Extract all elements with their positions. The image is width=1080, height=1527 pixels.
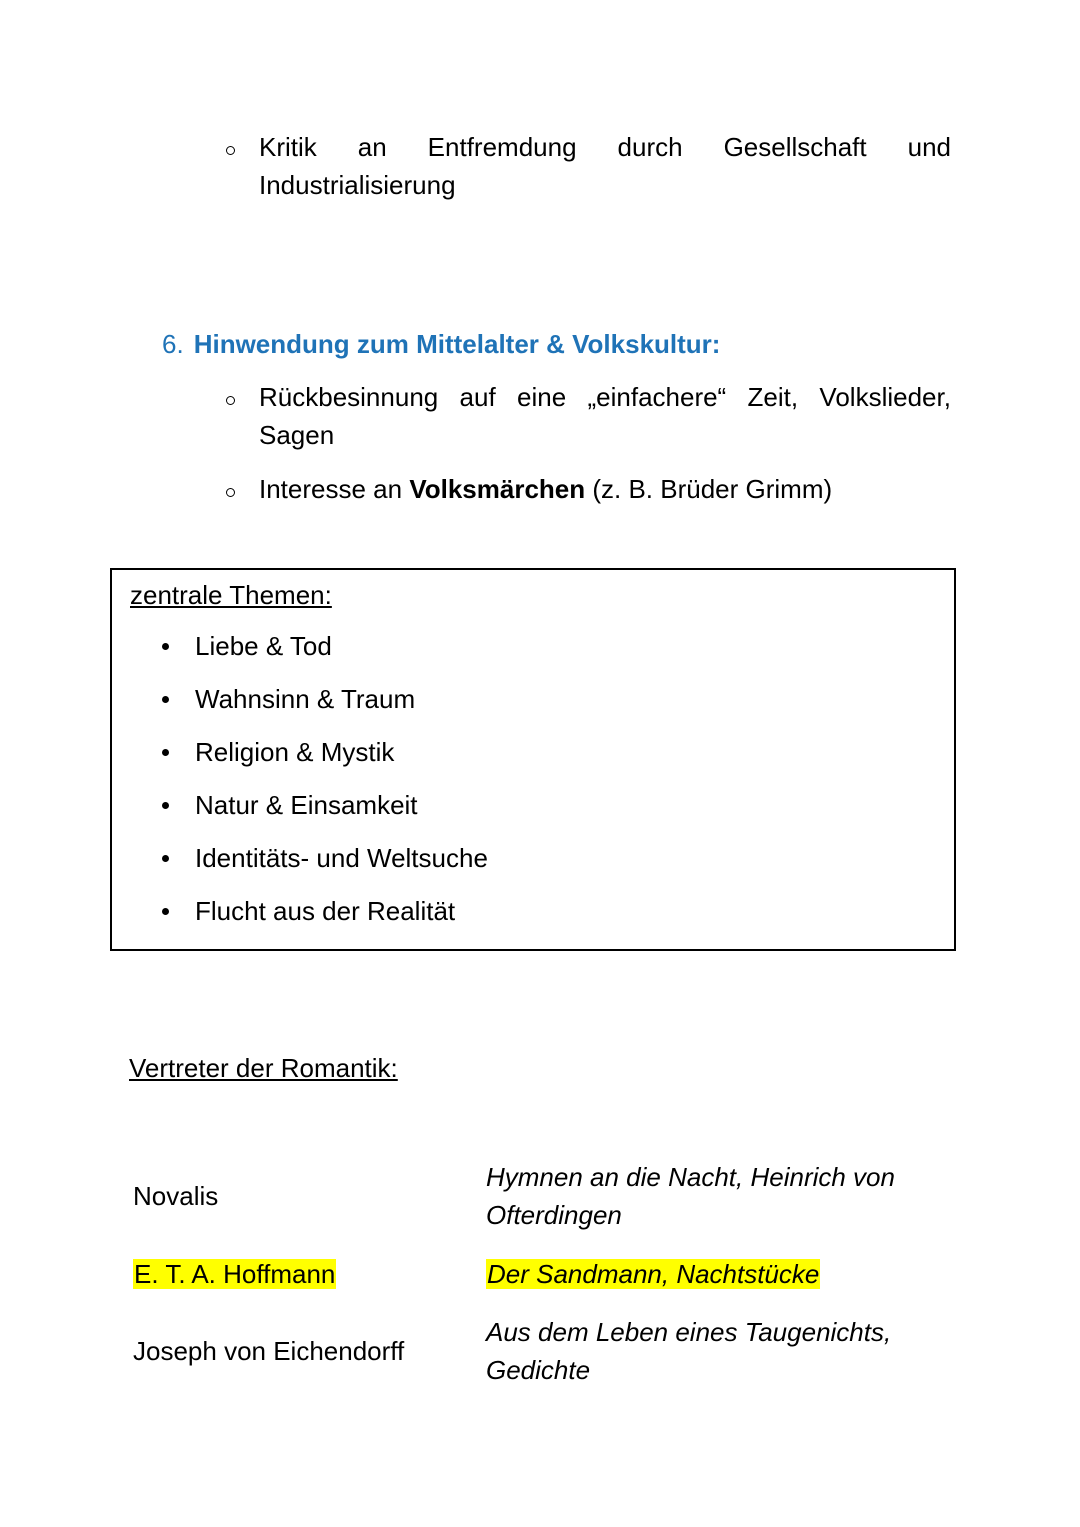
critique-item [259, 128, 951, 204]
volksmaerchen-bold: Volksmärchen [409, 474, 586, 504]
themes-box-title: zentrale Themen: [130, 580, 332, 610]
theme-item: Natur & Einsamkeit [112, 787, 954, 823]
critique-line2: Industrialisierung [259, 170, 456, 200]
highlighted-author: E. T. A. Hoffmann [134, 1259, 336, 1289]
work-novalis: Hymnen an die Nacht, Heinrich von Ofterdingen [486, 1162, 895, 1230]
bullet-icon [162, 908, 169, 915]
section-title: Hinwendung zum Mittelalter & Volkskultur: [193, 329, 721, 359]
bullet-icon [162, 749, 169, 756]
theme-item: Identitäts- und Weltsuche [112, 840, 954, 876]
author-novalis: Novalis [133, 1181, 219, 1211]
work-hoffmann [486, 1255, 926, 1293]
section-6-item-2: Interesse an Volksmärchen (z. B. Brüder Grimm) [259, 474, 833, 504]
bullet-icon [162, 643, 169, 650]
section-number: 6. [162, 329, 184, 359]
section-6-heading [162, 326, 720, 362]
critique-line1: Kritik an Entfremdung durch Gesellschaft und [259, 132, 952, 162]
theme-item: Religion & Mystik [112, 734, 954, 770]
author-hoffmann [133, 1256, 336, 1292]
circle-bullet-icon [226, 146, 235, 155]
item-1-line1: Rückbesinnung auf eine „einfachere“ Zeit, Volkslieder, [259, 382, 951, 412]
theme-item: Flucht aus der Realität [112, 893, 954, 929]
bullet-icon [162, 855, 169, 862]
circle-bullet-icon [226, 396, 235, 405]
circle-bullet-icon [226, 488, 235, 497]
theme-item: Liebe & Tod [112, 628, 954, 664]
work-eichendorff: Aus dem Leben eines Taugenichts, Gedichte [486, 1317, 892, 1385]
theme-item: Wahnsinn & Traum [112, 681, 954, 717]
bullet-icon [162, 802, 169, 809]
section-6-item-1 [259, 378, 951, 454]
highlighted-work: Der Sandmann, Nachtstücke [487, 1259, 820, 1289]
representatives-title: Vertreter der Romantik: [129, 1053, 398, 1083]
item-1-line2: Sagen [259, 420, 335, 450]
themes-box [110, 568, 956, 951]
bullet-icon [162, 696, 169, 703]
author-eichendorff: Joseph von Eichendorff [133, 1336, 405, 1366]
